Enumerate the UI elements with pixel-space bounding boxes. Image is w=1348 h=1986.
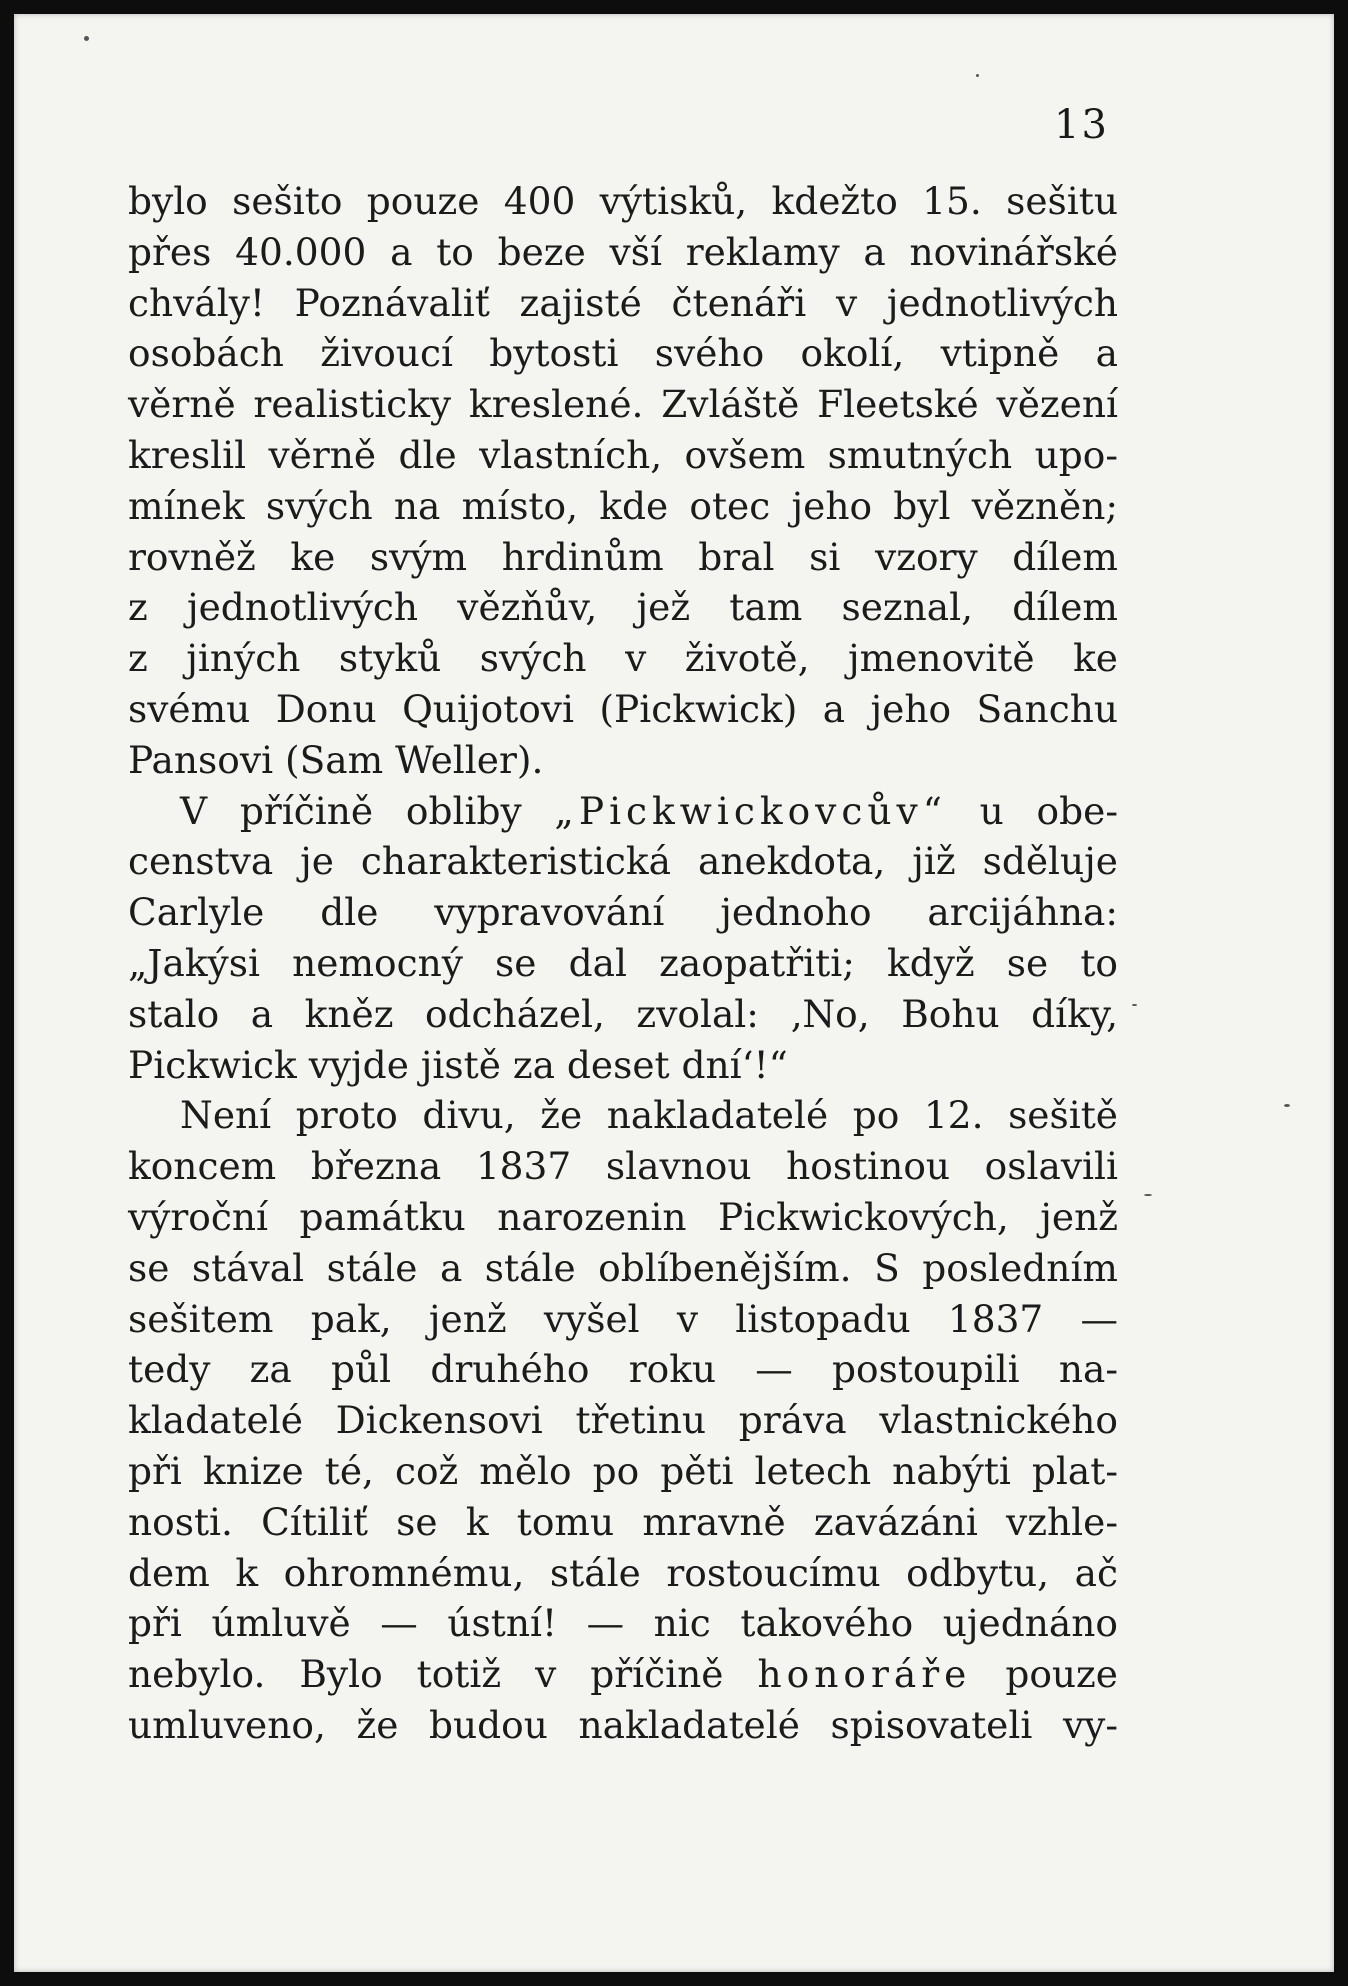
text-line: umluveno, že budou nakladatelé spisovateli vy- [128, 1702, 1118, 1747]
paper-speck [1132, 1004, 1137, 1006]
text-line: z jiných styků svých v životě, jmenovitě ke [128, 636, 1118, 681]
text-line: „Jakýsi nemocný se dal zaopatřiti; když se to [128, 940, 1118, 985]
book-page [14, 14, 1334, 1972]
line-text-after: pouze [971, 1652, 1119, 1697]
text-line: koncem března 1837 slavnou hostinou oslavili [128, 1144, 1118, 1189]
text-line-paragraph-end: Pickwick vyjde jistě za deset dní‘!“ [128, 1042, 788, 1087]
text-line: věrně realisticky kreslené. Zvláště Fleetské vězení [128, 382, 1118, 427]
text-line: stalo a kněz odcházel, zvolal: ‚No, Bohu díky, [128, 991, 1118, 1036]
line-text-before: nebylo. Bylo totiž v příčině [128, 1652, 758, 1697]
text-line: přes 40.000 a to beze vší reklamy a novinářské [128, 229, 1118, 274]
text-line: kreslil věrně dle vlastních, ovšem smutných upo- [128, 432, 1118, 477]
text-line: osobách živoucí bytosti svého okolí, vtipně a [128, 331, 1118, 376]
paper-speck [1144, 1194, 1152, 1196]
line-text-after: u obe- [946, 788, 1118, 833]
text-line: kladatelé Dickensovi třetinu práva vlastnického [128, 1398, 1118, 1443]
scan-edge-right [1334, 0, 1348, 1986]
text-line: výroční památku narozenin Pickwickových, jenž [128, 1194, 1118, 1239]
body-text [128, 176, 1118, 1751]
text-line: tedy za půl druhého roku — postoupili na- [128, 1347, 1118, 1392]
text-line: při úmluvě — ústní! — nic takového ujednáno [128, 1601, 1118, 1646]
text-line: svému Donu Quijotovi (Pickwick) a jeho Sanchu [128, 686, 1118, 731]
scan-edge-bottom [0, 1972, 1348, 1986]
text-line: z jednotlivých vězňův, jež tam seznal, dílem [128, 585, 1118, 630]
scan-edge-top [0, 0, 1348, 14]
spaced-emphasis: „Pickwickovcův“ [554, 788, 947, 833]
text-line: chvály! Poznávaliť zajisté čtenáři v jednotlivých [128, 280, 1118, 325]
text-line: dem k ohromnému, stále rostoucímu odbytu, ač [128, 1550, 1118, 1595]
text-line-paragraph-end: Pansovi (Sam Weller). [128, 737, 544, 782]
paper-speck [84, 36, 89, 41]
text-line: nosti. Cítiliť se k tomu mravně zavázáni vzhle- [128, 1499, 1118, 1544]
text-line-paragraph-start [128, 786, 1118, 837]
line-text-before: V příčině obliby [180, 788, 555, 833]
paper-speck [976, 74, 979, 77]
text-line: rovněž ke svým hrdinům bral si vzory dílem [128, 534, 1118, 579]
text-line: sešitem pak, jenž vyšel v listopadu 1837 — [128, 1296, 1118, 1341]
text-line: bylo sešito pouze 400 výtisků, kdežto 15. sešitu [128, 179, 1118, 223]
page-number: 13 [1054, 102, 1109, 148]
text-line: se stával stále a stále oblíbenějším. S posledním [128, 1245, 1118, 1290]
text-line: mínek svých na místo, kde otec jeho byl vězněn; [128, 483, 1118, 528]
paper-speck [1284, 1104, 1290, 1107]
text-line-paragraph-start: Není proto divu, že nakladatelé po 12. sešitě [180, 1093, 1118, 1138]
text-line [128, 1649, 1118, 1700]
text-line: Carlyle dle vypravování jednoho arcijáhna: [128, 890, 1118, 935]
text-line: censtva je charakteristická anekdota, již sděluje [128, 839, 1118, 884]
spaced-emphasis: honoráře [757, 1652, 972, 1697]
text-line: při knize té, což mělo po pěti letech nabýti plat- [128, 1448, 1118, 1493]
scan-edge-left [0, 0, 14, 1986]
